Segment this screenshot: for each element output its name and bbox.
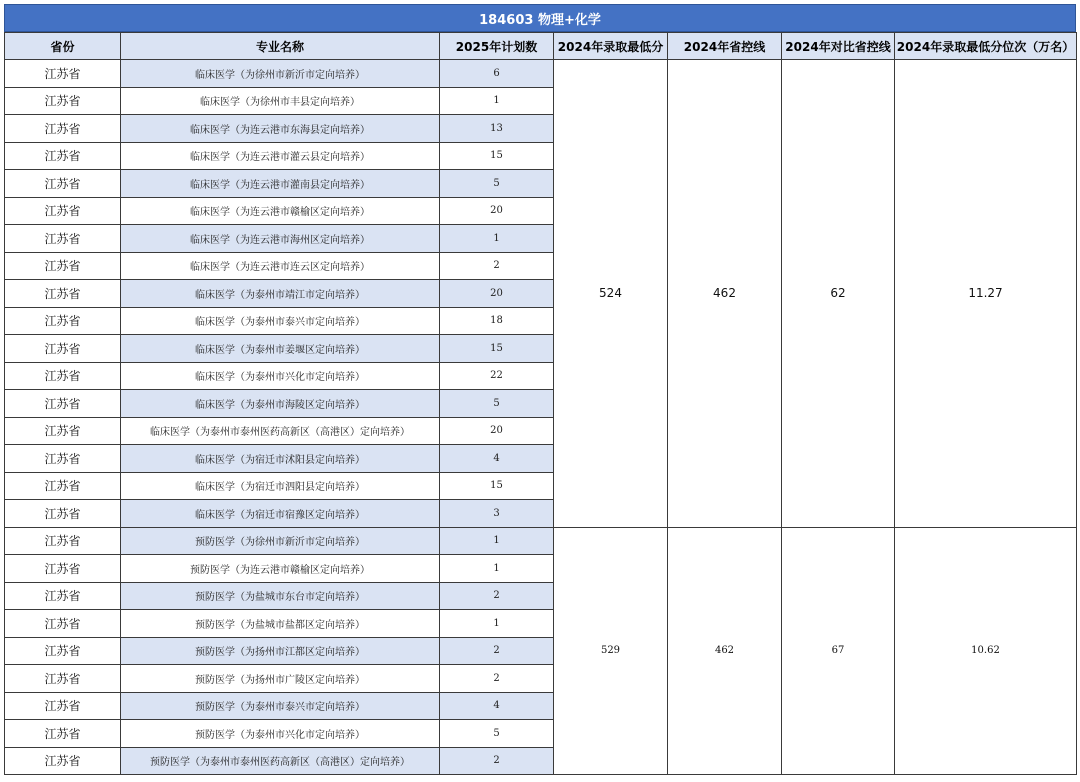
province-line-cell: 462 — [668, 527, 782, 775]
header-major: 专业名称 — [121, 33, 440, 60]
province-cell: 江苏省 — [5, 720, 121, 748]
province-cell: 江苏省 — [5, 87, 121, 115]
table-row — [5, 60, 1077, 88]
province-cell: 江苏省 — [5, 335, 121, 363]
province-cell: 江苏省 — [5, 60, 121, 88]
major-cell: 临床医学（为宿迁市宿豫区定向培养） — [121, 500, 440, 528]
plan-count-cell: 13 — [440, 115, 554, 143]
major-cell: 临床医学（为连云港市海州区定向培养） — [121, 225, 440, 253]
plan-count-cell: 2 — [440, 637, 554, 665]
major-cell: 预防医学（为扬州市广陵区定向培养） — [121, 665, 440, 693]
header-province-line: 2024年省控线 — [668, 33, 782, 60]
plan-count-cell: 3 — [440, 500, 554, 528]
header-plan: 2025年计划数 — [440, 33, 554, 60]
diff-cell: 67 — [782, 527, 895, 775]
province-line-cell: 462 — [668, 60, 782, 528]
plan-count-cell: 2 — [440, 747, 554, 775]
province-cell: 江苏省 — [5, 390, 121, 418]
header-province: 省份 — [5, 33, 121, 60]
diff-cell: 62 — [782, 60, 895, 528]
admission-table — [4, 32, 1077, 775]
plan-count-cell: 1 — [440, 527, 554, 555]
major-cell: 临床医学（为泰州市海陵区定向培养） — [121, 390, 440, 418]
admission-table-container — [4, 4, 1076, 775]
rank-cell: 10.62 — [895, 527, 1077, 775]
plan-count-cell: 1 — [440, 555, 554, 583]
province-cell: 江苏省 — [5, 665, 121, 693]
header-rank: 2024年录取最低分位次（万名） — [895, 33, 1077, 60]
major-cell: 临床医学（为连云港市赣榆区定向培养） — [121, 197, 440, 225]
province-cell: 江苏省 — [5, 747, 121, 775]
major-cell: 预防医学（为徐州市新沂市定向培养） — [121, 527, 440, 555]
plan-count-cell: 2 — [440, 665, 554, 693]
table-row — [5, 527, 1077, 555]
plan-count-cell: 22 — [440, 362, 554, 390]
province-cell: 江苏省 — [5, 500, 121, 528]
major-cell: 临床医学（为泰州市泰州医药高新区（高港区）定向培养） — [121, 417, 440, 445]
major-cell: 临床医学（为泰州市姜堰区定向培养） — [121, 335, 440, 363]
major-cell: 临床医学（为徐州市丰县定向培养） — [121, 87, 440, 115]
plan-count-cell: 6 — [440, 60, 554, 88]
major-cell: 临床医学（为连云港市东海县定向培养） — [121, 115, 440, 143]
province-cell: 江苏省 — [5, 362, 121, 390]
province-cell: 江苏省 — [5, 637, 121, 665]
plan-count-cell: 5 — [440, 170, 554, 198]
province-cell: 江苏省 — [5, 555, 121, 583]
major-cell: 临床医学（为泰州市泰兴市定向培养） — [121, 307, 440, 335]
plan-count-cell: 5 — [440, 390, 554, 418]
major-cell: 临床医学（为连云港市灌云县定向培养） — [121, 142, 440, 170]
major-cell: 预防医学（为连云港市赣榆区定向培养） — [121, 555, 440, 583]
plan-count-cell: 1 — [440, 610, 554, 638]
plan-count-cell: 18 — [440, 307, 554, 335]
plan-count-cell: 20 — [440, 280, 554, 308]
plan-count-cell: 15 — [440, 142, 554, 170]
plan-count-cell: 1 — [440, 225, 554, 253]
plan-count-cell: 2 — [440, 582, 554, 610]
header-row — [5, 33, 1077, 60]
rank-cell: 11.27 — [895, 60, 1077, 528]
plan-count-cell: 15 — [440, 472, 554, 500]
province-cell: 江苏省 — [5, 527, 121, 555]
province-cell: 江苏省 — [5, 692, 121, 720]
province-cell: 江苏省 — [5, 610, 121, 638]
plan-count-cell: 5 — [440, 720, 554, 748]
province-cell: 江苏省 — [5, 115, 121, 143]
province-cell: 江苏省 — [5, 280, 121, 308]
plan-count-cell: 20 — [440, 417, 554, 445]
province-cell: 江苏省 — [5, 225, 121, 253]
plan-count-cell: 2 — [440, 252, 554, 280]
major-cell: 预防医学（为泰州市兴化市定向培养） — [121, 720, 440, 748]
min-score-cell: 524 — [554, 60, 668, 528]
plan-count-cell: 1 — [440, 87, 554, 115]
major-cell: 临床医学（为连云港市灌南县定向培养） — [121, 170, 440, 198]
province-cell: 江苏省 — [5, 142, 121, 170]
province-cell: 江苏省 — [5, 170, 121, 198]
plan-count-cell: 15 — [440, 335, 554, 363]
header-diff: 2024年对比省控线 — [782, 33, 895, 60]
major-cell: 临床医学（为泰州市靖江市定向培养） — [121, 280, 440, 308]
major-cell: 预防医学（为泰州市泰州医药高新区（高港区）定向培养） — [121, 747, 440, 775]
major-cell: 临床医学（为宿迁市泗阳县定向培养） — [121, 472, 440, 500]
major-cell: 临床医学（为徐州市新沂市定向培养） — [121, 60, 440, 88]
major-cell: 临床医学（为连云港市连云区定向培养） — [121, 252, 440, 280]
major-cell: 预防医学（为盐城市盐都区定向培养） — [121, 610, 440, 638]
table-title: 184603 物理+化学 — [4, 4, 1076, 32]
header-min-score: 2024年录取最低分 — [554, 33, 668, 60]
min-score-cell: 529 — [554, 527, 668, 775]
plan-count-cell: 4 — [440, 445, 554, 473]
major-cell: 预防医学（为泰州市泰兴市定向培养） — [121, 692, 440, 720]
major-cell: 临床医学（为泰州市兴化市定向培养） — [121, 362, 440, 390]
province-cell: 江苏省 — [5, 417, 121, 445]
province-cell: 江苏省 — [5, 307, 121, 335]
province-cell: 江苏省 — [5, 445, 121, 473]
province-cell: 江苏省 — [5, 197, 121, 225]
plan-count-cell: 4 — [440, 692, 554, 720]
province-cell: 江苏省 — [5, 582, 121, 610]
province-cell: 江苏省 — [5, 252, 121, 280]
plan-count-cell: 20 — [440, 197, 554, 225]
table-body — [5, 60, 1077, 775]
major-cell: 临床医学（为宿迁市沭阳县定向培养） — [121, 445, 440, 473]
province-cell: 江苏省 — [5, 472, 121, 500]
major-cell: 预防医学（为盐城市东台市定向培养） — [121, 582, 440, 610]
major-cell: 预防医学（为扬州市江都区定向培养） — [121, 637, 440, 665]
